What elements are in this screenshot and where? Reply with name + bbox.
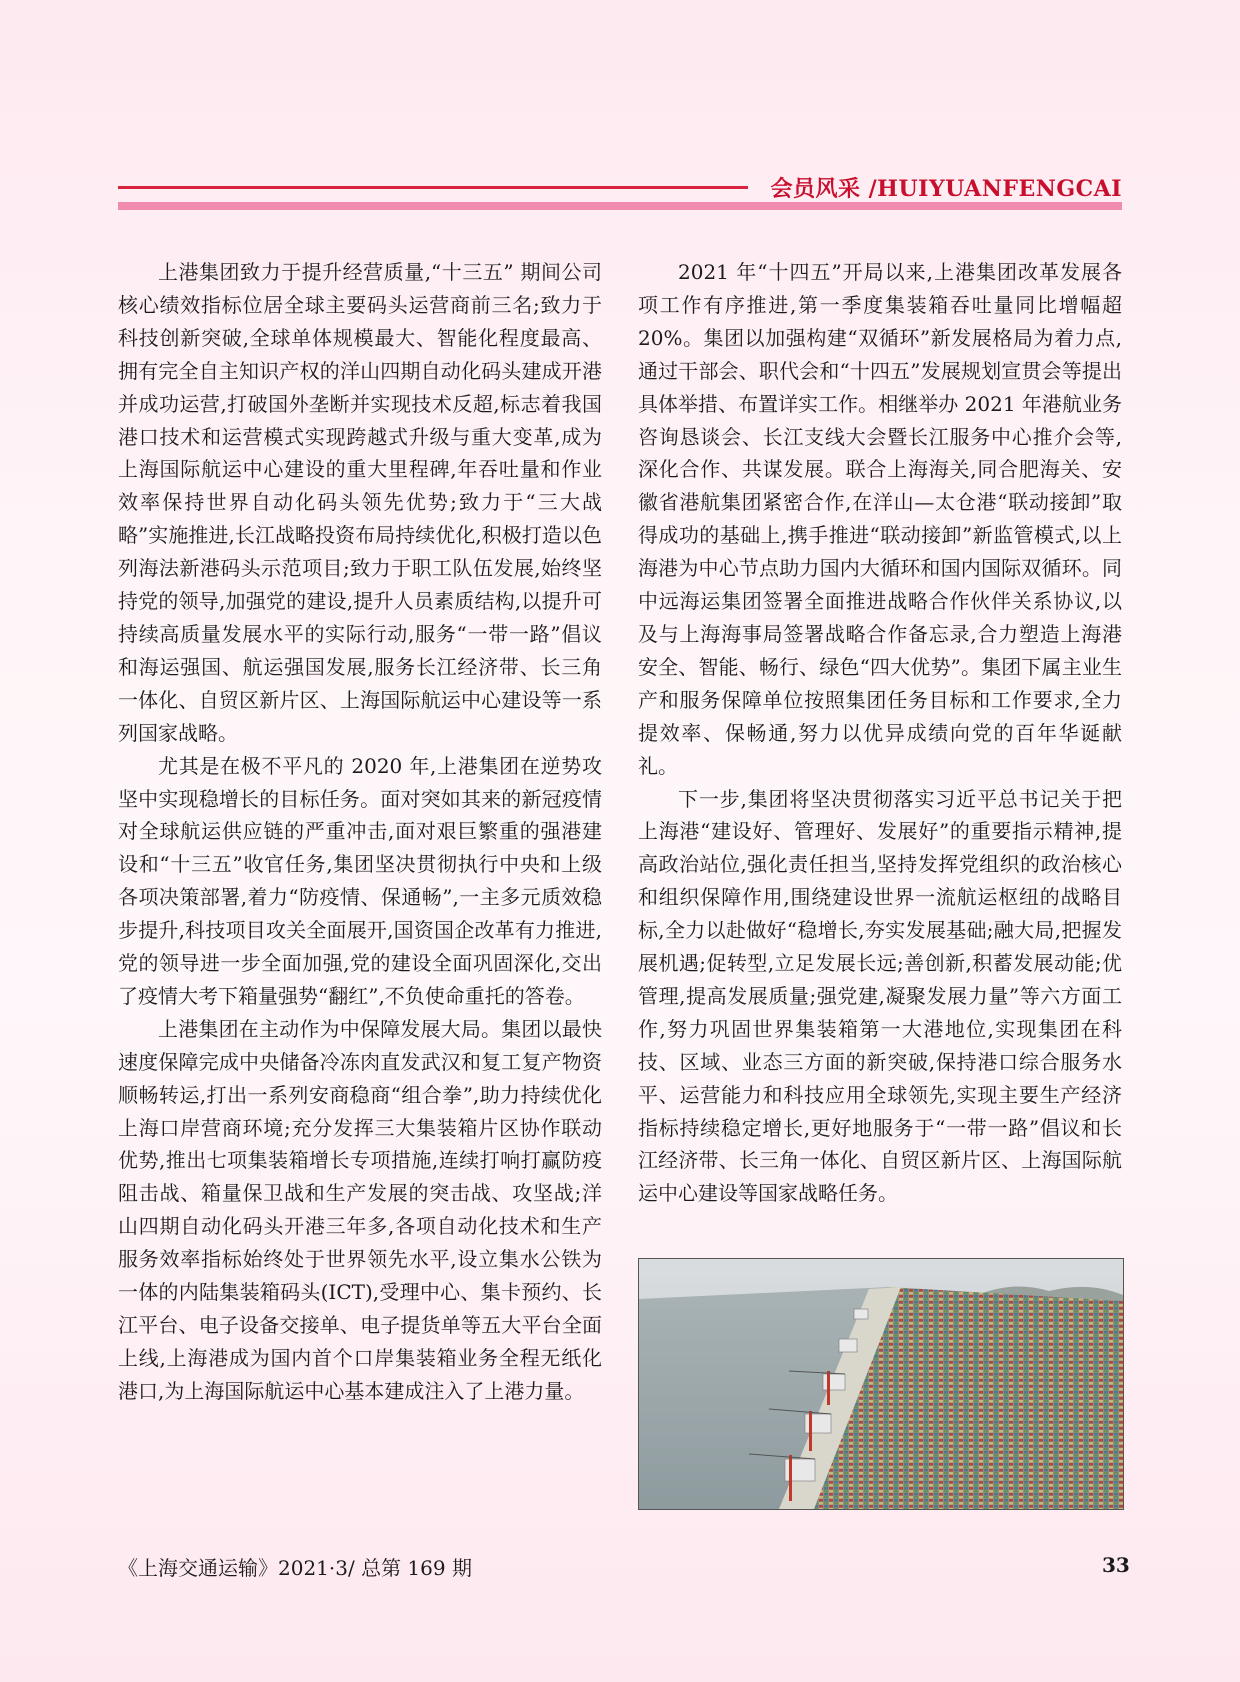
port-aerial-photo [638,1258,1124,1510]
paragraph: 尤其是在极不平凡的 2020 年,上港集团在逆势攻坚中实现稳增长的目标任务。面对突如其来的新冠疫情对全球航运供应链的严重冲击,面对艰巨繁重的强港建设和“十三五”收官任务,集团坚决贯彻执行中央和上级各项决策部署,着力“防疫情、保通畅”,一主多元质效稳步提升,科技项目攻关全面展开,国资国企改革有力推进,党的领导进一步全面加强,党的建设全面巩固深化,交出了疫情大考下箱量强势“翻红”,不负使命重托的答卷。 [118,753,602,1008]
left-column [118,256,602,1408]
section-title: 会员风采 /HUIYUANFENGCAI [770,176,1122,202]
header-red-rule [118,186,748,189]
right-column [638,256,1122,1210]
header-pink-rule [118,202,1122,210]
journal-footer: 《上海交通运输》2021·3/ 总第 169 期 [118,1556,472,1580]
paragraph: 上港集团致力于提升经营质量,“十三五” 期间公司核心绩效指标位居全球主要码头运营商前三名;致力于科技创新突破,全球单体规模最大、智能化程度最高、拥有完全自主知识产权的洋山四期自动化码头建成开港并成功运营,打破国外垄断并实现技术反超,标志着我国港口技术和运营模式实现跨越式升级与重大变革,成为上海国际航运中心建设的重大里程碑,年吞吐量和作业效率保持世界自动化码头领先优势;致力于“三大战略”实施推进,长江战略投资布局持续优化,积极打造以色列海法新港码头示范项目;致力于职工队伍发展,始终坚持党的领导,加强党的建设,提升人员素质结构,以提升可持续高质量发展水平的实际行动,服务“一带一路”倡议和海运强国、航运强国发展,服务长江经济带、长三角一体化、自贸区新片区、上海国际航运中心建设等一系列国家战略。 [118,260,602,745]
page-number: 33 [1102,1553,1130,1577]
section-header [118,172,1122,212]
paragraph: 2021 年“十四五”开局以来,上港集团改革发展各项工作有序推进,第一季度集装箱吞吐量同比增幅超 20%。集团以加强构建“双循环”新发展格局为着力点,通过干部会、职代会和“十四五”发展规划宣贯会等提出具体举措、布置详实工作。相继举办 2021 年港航业务咨询恳谈会、长江支线大会暨长江服务中心推介会等,深化合作、共谋发展。联合上海海关,同合肥海关、安徽省港航集团紧密合作,在洋山—太仓港“联动接卸”取得成功的基础上,携手推进“联动接卸”新监管模式,以上海港为中心节点助力国内大循环和国内国际双循环。同中远海运集团签署全面推进战略合作伙伴关系协议,以及与上海海事局签署战略合作备忘录,合力塑造上海港安全、智能、畅行、绿色“四大优势”。集团下属主业生产和服务保障单位按照集团任务目标和工作要求,全力提效率、保畅通,努力以优异成绩向党的百年华诞献礼。 [638,260,1122,778]
paragraph: 上港集团在主动作为中保障发展大局。集团以最快速度保障完成中央储备冷冻肉直发武汉和复工复产物资顺畅转运,打出一系列安商稳商“组合拳”,助力持续优化上海口岸营商环境;充分发挥三大集装箱片区协作联动优势,推出七项集装箱增长专项措施,连续打响打赢防疫阻击战、箱量保卫战和生产发展的突击战、攻坚战;洋山四期自动化码头开港三年多,各项自动化技术和生产服务效率指标始终处于世界领先水平,设立集水公铁为一体的内陆集装箱码头(ICT),受理中心、集卡预约、长江平台、电子设备交接单、电子提货单等五大平台全面上线,上海港成为国内首个口岸集装箱业务全程无纸化港口,为上海国际航运中心基本建成注入了上港力量。 [118,1016,602,1403]
paragraph: 下一步,集团将坚决贯彻落实习近平总书记关于把上海港“建设好、管理好、发展好”的重要指示精神,提高政治站位,强化责任担当,坚持发挥党组织的政治核心和组织保障作用,围绕建设世界一流航运枢纽的战略目标,全力以赴做好“稳增长,夯实发展基础;融大局,把握发展机遇;促转型,立足发展长远;善创新,积蓄发展动能;优管理,提高发展质量;强党建,凝聚发展力量”等六方面工作,努力巩固世界集装箱第一大港地位,实现集团在科技、区域、业态三方面的新突破,保持港口综合服务水平、运营能力和科技应用全球领先,实现主要生产经济指标持续稳定增长,更好地服务于“一带一路”倡议和长江经济带、长三角一体化、自贸区新片区、上海国际航运中心建设等国家战略任务。 [638,786,1122,1206]
